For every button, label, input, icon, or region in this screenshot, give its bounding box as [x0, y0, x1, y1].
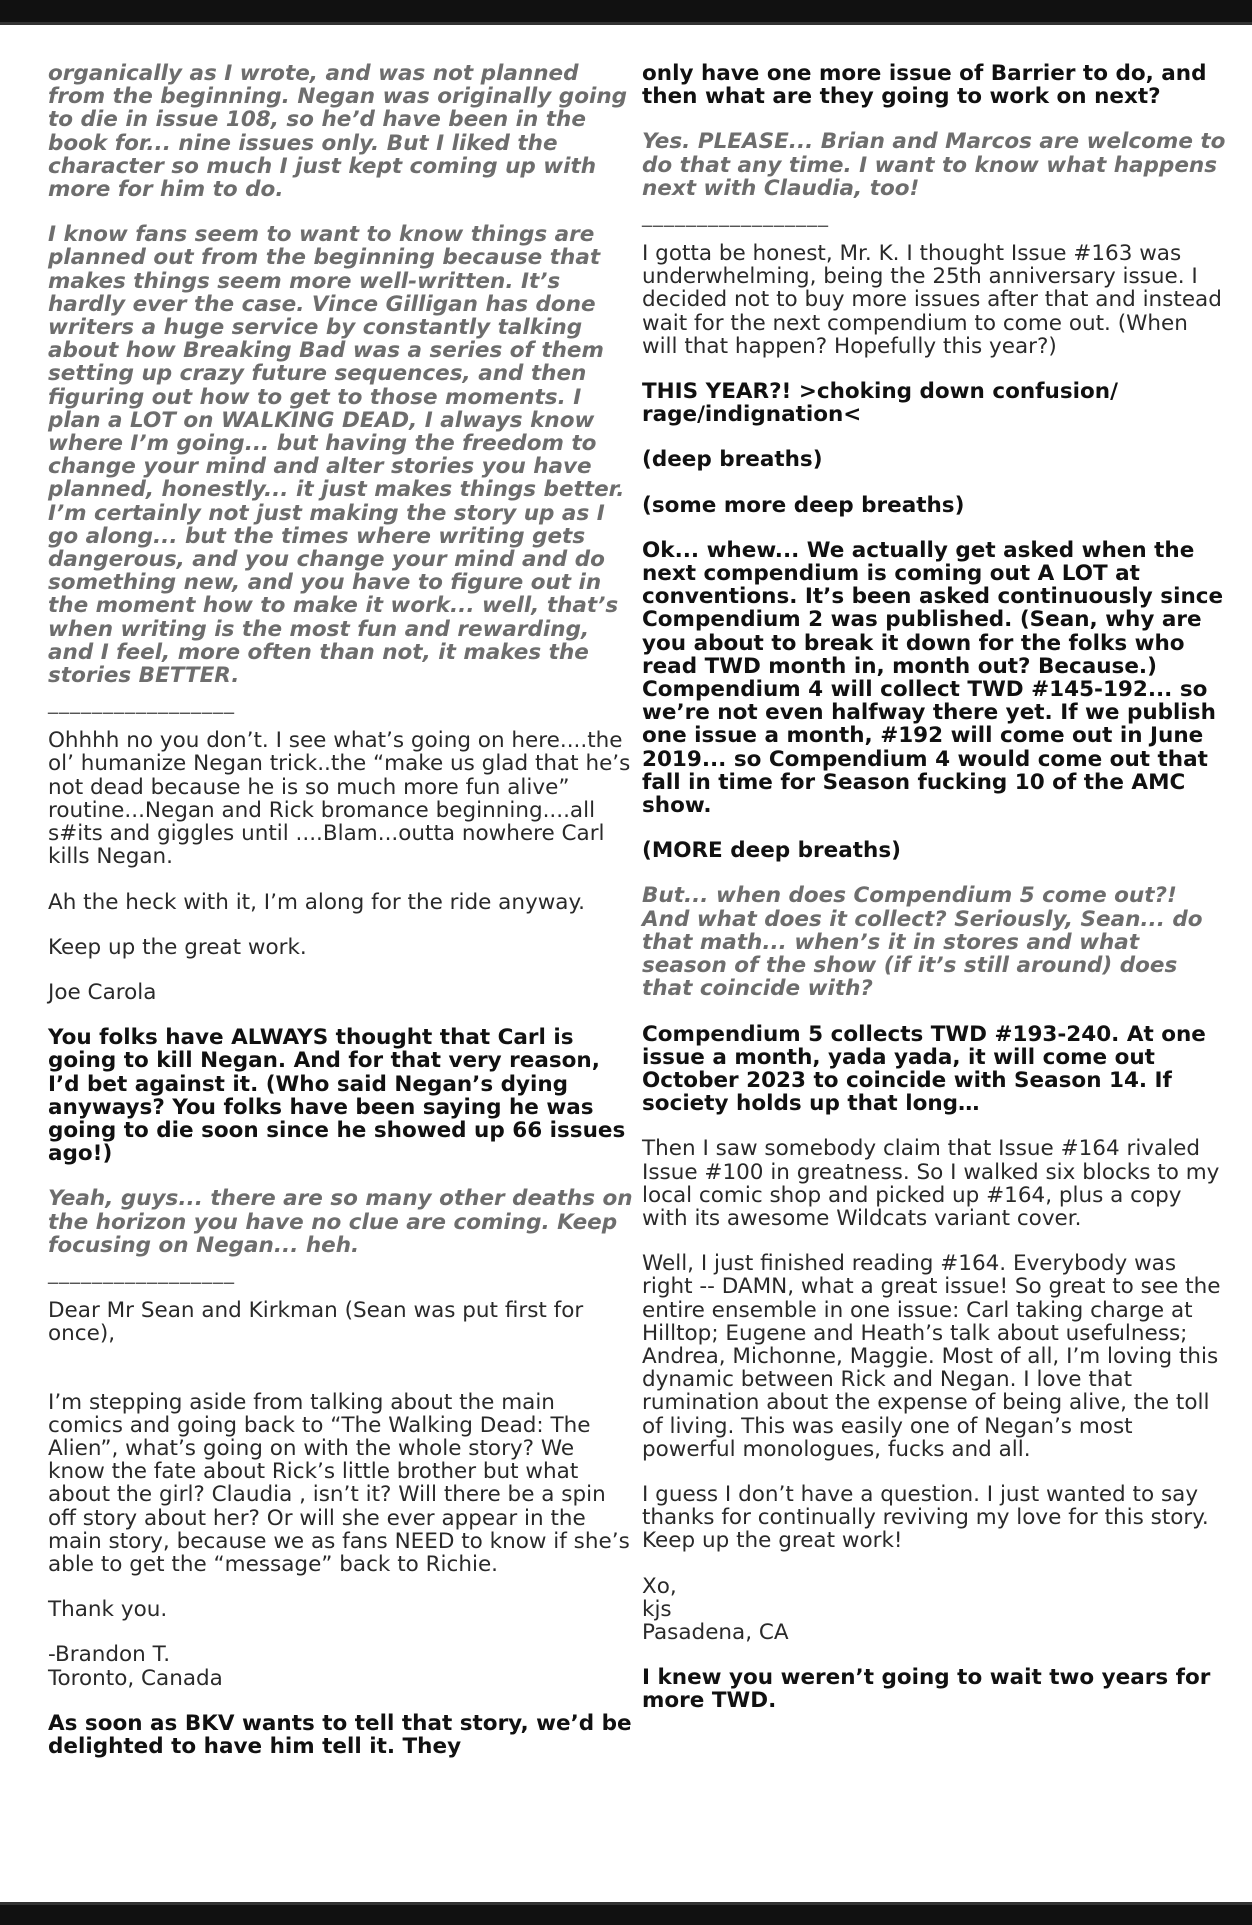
right-column — [642, 62, 1227, 1735]
reply-paragraph: (some more deep breaths) — [642, 492, 965, 518]
reply-paragraph: Yeah, guys... there are so many other deaths on the horizon you have no clue are coming. Keep focusing on Negan... heh. — [48, 1186, 633, 1258]
letter-signature: Xo, kjs Pasadena, CA — [642, 1573, 789, 1645]
separator-line: _________________ — [48, 1259, 235, 1284]
letter-paragraph: Well, I just finished reading #164. Everybody was right -- DAMN, what a great issue! So great to see the entire ensemble in one issue: Carl taking charge at Hilltop; Eugene and Heath’s talk about usefulness; Andrea, Michonne, Maggie. Most of all, I’m loving this dynamic between Rick and Negan. I love that rumination about the expense of being alive, the toll of living. This was easily one of Negan’s most powerful monologues, fucks and all. — [642, 1251, 1221, 1462]
paragraph: I know fans seem to want to know things are planned out from the beginning because that makes things seem more well-written. It’s hardly ever the case. Vince Gilligan has done writers a huge service by constantly talking about how Breaking Bad was a series of them setting up crazy future sequences, and then figuring out how to get to those moments. I plan a LOT on WALKING DEAD, I always know where I’m going... but having the freedom to change your mind and alter stories you have planned, honestly... it just makes things better. I’m certainly not just making the story up as I go along... but the times where writing gets dangerous, and you change your mind and do something new, and you have to figure out in the moment how to make it work... well, that’s when writing is the most fun and rewarding, and I feel, more often than not, it makes the stories BETTER. — [48, 222, 625, 689]
letter-paragraph: Keep up the great work. — [48, 934, 307, 960]
reply-paragraph: As soon as BKV wants to tell that story, we’d be delighted to have him tell it. They — [48, 1710, 632, 1759]
letter-paragraph: Ah the heck with it, I’m along for the ride anyway. — [48, 889, 585, 915]
letter-paragraph: I gotta be honest, Mr. K. I thought Issue #163 was underwhelming, being the 25th anniversary issue. I decided not to buy more issues after that and instead wait for the next compendium to come out. (When will that happen? Hopefully this year?) — [642, 241, 1222, 359]
letter-signature: -Brandon T. Toronto, Canada — [48, 1642, 223, 1691]
reply-paragraph: Compendium 5 collects TWD #193-240. At one issue a month, yada yada, it will come out October 2023 to coincide with Season 14. If society holds up that long… — [642, 1021, 1206, 1117]
bottom-torn-edge — [0, 1902, 1252, 1925]
reply-paragraph: (MORE deep breaths) — [642, 838, 901, 864]
reply-paragraph: (deep breaths) — [642, 447, 823, 473]
reply-paragraph: Yes. PLEASE... Brian and Marcos are welcome to do that any time. I want to know what happens next with Claudia, too! — [642, 129, 1226, 201]
letter-paragraph: Then I saw somebody claim that Issue #164 rivaled Issue #100 in greatness. So I walked six blocks to my local comic shop and picked up #164, plus a copy with its awesome Wildcats variant cover. — [642, 1136, 1220, 1231]
letter-paragraph: Thank you. — [48, 1597, 168, 1623]
letter-paragraph: I guess I don’t have a question. I just wanted to say thanks for continually reviving my love for this story. Keep up the great work! — [642, 1481, 1209, 1554]
letter-salutation: Dear Mr Sean and Kirkman (Sean was put first for once), — [48, 1297, 584, 1347]
letter-paragraph: I’m stepping aside from talking about the main comics and going back to “The Walking Dead: The Alien”, what’s going on with the whole story? We know the fate about Rick’s little brother but what about the girl? Claudia , isn’t it? Will there be a spin off story about her? Or will she ever appear in the main story, because we as fans NEED to know if she’s able to get the “message” back to Richie. — [48, 1389, 630, 1577]
reply-paragraph: But... when does Compendium 5 come out?! And what does it collect? Seriously, Sean... do that math... when’s it in stores and what season of the show (if it’s still around) does that coincide with? — [642, 883, 1203, 1002]
separator-line: _________________ — [642, 203, 829, 228]
reply-paragraph: I knew you weren’t going to wait two years for more TWD. — [642, 1665, 1211, 1714]
reply-paragraph: only have one more issue of Barrier to do, and then what are they going to work on next? — [642, 61, 1207, 110]
reply-paragraph: THIS YEAR?! >choking down confusion/ rage/indignation< — [642, 379, 1118, 428]
top-torn-edge — [0, 0, 1252, 25]
paragraph: organically as I wrote, and was not planned from the beginning. Negan was originally going to die in issue 108, so he’d have been in the book for... nine issues only. But I liked the character so much I just kept coming up with more for him to do. — [48, 61, 628, 203]
reply-paragraph: You folks have ALWAYS thought that Carl is going to kill Negan. And for that very reason, I’d bet against it. (Who said Negan’s dying anyways? You folks have been saying he was going to die soon since he showed up 66 issues ago!) — [48, 1025, 626, 1167]
letter-paragraph: Ohhhh no you don’t. I see what’s going on here....the ol’ humanize Negan trick..the “make us glad that he’s not dead because he is so much more fun alive” routine...Negan and Rick bromance beginning....all s#its and giggles until ....Blam...outta nowhere Carl kills Negan. — [48, 728, 631, 870]
reply-paragraph: Ok... whew... We actually get asked when the next compendium is coming out A LOT at conventions. It’s been asked continuously since Compendium 2 was published. (Sean, why are you about to break it down for the folks who read TWD month in, month out? Because.) Compendium 4 will collect TWD #145-192... so we’re not even halfway there yet. If we publish one issue a month, #192 will come out in June 2019... so Compendium 4 would come out that fall in time for Season fucking 10 of the AMC show. — [642, 537, 1224, 819]
separator-line: _________________ — [48, 690, 235, 715]
letter-signature: Joe Carola — [48, 979, 157, 1005]
left-column — [48, 62, 633, 1780]
